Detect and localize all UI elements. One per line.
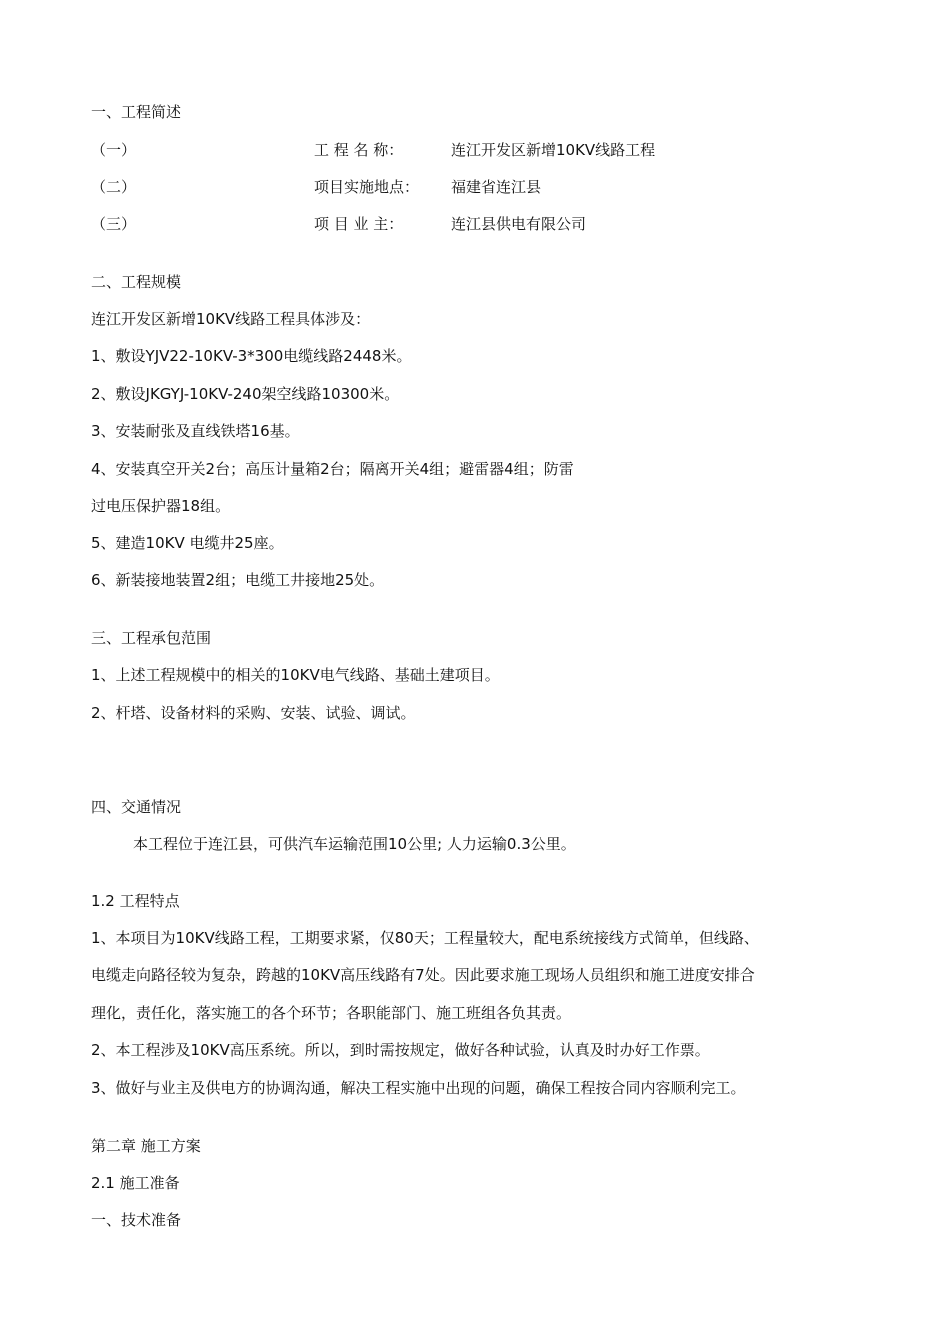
section-2-1-heading: 2.1 施工准备 [91,1174,180,1192]
row-value: 连江开发区新增10KV线路工程 [451,141,656,159]
section-1-2-heading: 1.2 工程特点 [91,892,180,910]
overview-row-project-name [91,140,791,160]
overview-row-location [91,177,791,197]
feature-line: 2、本工程涉及10KV高压系统。所以，到时需按规定，做好各种试验，认真及时办好工作票。 [91,1041,710,1059]
tech-prep-heading: 一、技术准备 [91,1211,182,1229]
row-label: 工 程 名 称： [314,141,404,159]
scope-item: 2、杆塔、设备材料的采购、安装、试验、调试。 [91,704,416,722]
scale-item: 6、新装接地装置2组；电缆工井接地25处。 [91,571,385,589]
row-value: 连江县供电有限公司 [451,215,587,233]
scale-item: 5、建造10KV 电缆井25座。 [91,534,284,552]
row-number: （二） [91,178,137,196]
scope-item: 1、上述工程规模中的相关的10KV电气线路、基础土建项目。 [91,666,500,684]
section1-heading: 一、工程简述 [91,103,182,121]
feature-line: 3、做好与业主及供电方的协调沟通，解决工程实施中出现的问题，确保工程按合同内容顺利完工。 [91,1079,746,1097]
traffic-text: 本工程位于连江县，可供汽车运输范围10公里; 人力运输0.3公里。 [133,835,576,853]
section2-intro: 连江开发区新增10KV线路工程具体涉及： [91,310,371,328]
row-label: 项目实施地点： [314,178,420,196]
scale-item: 4、安装真空开关2台；高压计量箱2台；隔离开关4组；避雷器4组；防雷 [91,460,574,478]
scale-item-continued: 过电压保护器18组。 [91,497,231,515]
scale-item: 1、敷设YJV22-10KV-3*300电缆线路2448米。 [91,347,412,365]
section3-heading: 三、工程承包范围 [91,629,212,647]
section4-heading: 四、交通情况 [91,798,182,816]
feature-line: 理化，责任化，落实施工的各个环节；各职能部门、施工班组各负其责。 [91,1004,572,1022]
scale-item: 3、安装耐张及直线铁塔16基。 [91,422,300,440]
scale-item: 2、敷设JKGYJ-10KV-240架空线路10300米。 [91,385,400,403]
feature-line: 1、本项目为10KV线路工程，工期要求紧，仅80天；工程量较大，配电系统接线方式简单，但线路、 [91,929,759,947]
feature-line: 电缆走向路径较为复杂，跨越的10KV高压线路有7处。因此要求施工现场人员组织和施工进度安排合 [91,966,755,984]
overview-row-owner [91,214,791,234]
chapter2-heading: 第二章 施工方案 [91,1137,201,1155]
row-label: 项 目 业 主： [314,215,404,233]
row-value: 福建省连江县 [451,178,542,196]
row-number: （一） [91,141,137,159]
section2-heading: 二、工程规模 [91,273,182,291]
row-number: （三） [91,215,137,233]
